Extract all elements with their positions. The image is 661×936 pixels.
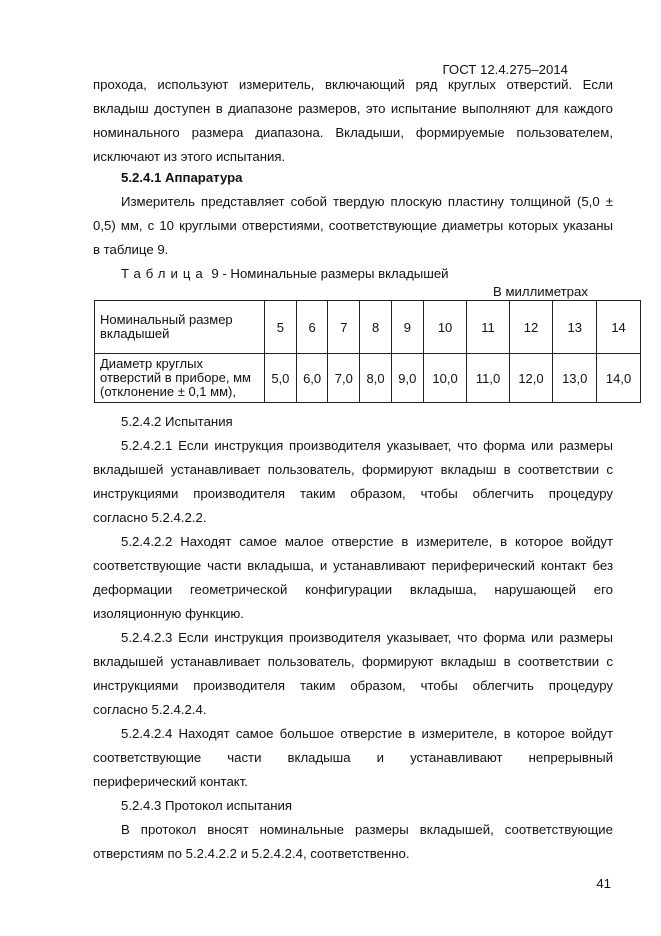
- text-line: согласно 5.2.4.2.4.: [93, 702, 207, 717]
- table-cell: 8: [360, 301, 392, 354]
- text-line: 5.2.4.2.3 Если инструкция производителя указывает, что форма или размеры: [121, 630, 613, 645]
- row-label: Номинальный размер вкладышей: [95, 301, 265, 354]
- table-caption: [93, 262, 613, 286]
- table-row: [95, 301, 641, 354]
- section-title: 5.2.4.2 Испытания: [121, 414, 233, 429]
- row-label-line: Диаметр круглых: [100, 356, 203, 371]
- table-cell: 12,0: [509, 354, 553, 403]
- table-caption-title: 9 - Номинальные размеры вкладышей: [207, 266, 449, 281]
- table-cell: 6: [296, 301, 328, 354]
- text-line: В протокол вносят номинальные размеры вкладышей, соответствующие: [121, 822, 613, 837]
- text-line: отверстиям по 5.2.4.2.2 и 5.2.4.2.4, соответственно.: [93, 846, 410, 861]
- table-cell: 9: [391, 301, 423, 354]
- text-line: 0,5) мм, с 10 круглыми отверстиями, соответствующие диаметры которых указаны: [93, 218, 613, 233]
- section-apparatus: [93, 166, 613, 286]
- text-line: исключают из этого испытания.: [93, 149, 286, 164]
- table-cell: 11: [467, 301, 509, 354]
- text-line: инструкциями производителя таким образом, чтобы облегчить процедуру: [93, 678, 613, 693]
- text-line: Измеритель представляет собой твердую плоскую пластину толщиной (5,0 ±: [121, 194, 613, 209]
- row-label-line: (отклонение ± 0,1 мм),: [100, 384, 236, 399]
- table-caption-word: Таблица: [121, 266, 208, 281]
- table-cell: 13: [553, 301, 597, 354]
- table-cell: 10: [423, 301, 467, 354]
- text-line: прохода, используют измеритель, включающий ряд круглых отверстий. Если: [93, 77, 613, 92]
- text-line: вкладышей устанавливает пользователь, формируют вкладыш в соответствии с: [93, 654, 613, 669]
- table-cell: 13,0: [553, 354, 597, 403]
- text-line: соответствующие части вкладыша и устанавливают непрерывный: [93, 750, 613, 765]
- table-cell: 7: [328, 301, 360, 354]
- text-line: в таблице 9.: [93, 242, 169, 257]
- table-cell: 12: [509, 301, 553, 354]
- page-number: 41: [596, 876, 611, 891]
- text-line: 5.2.4.2.4 Находят самое большое отверстие в измерителе, в которое войдут: [121, 726, 613, 741]
- text-line: деформации геометрической конфигурации вкладыша, нарушающей его: [93, 582, 613, 597]
- text-line: 5.2.4.2.1 Если инструкция производителя указывает, что форма или размеры: [121, 438, 613, 453]
- nominal-sizes-table: [94, 300, 641, 403]
- table-unit: В миллиметрах: [493, 284, 588, 299]
- text-line: инструкциями производителя таким образом, чтобы облегчить процедуру: [93, 486, 613, 501]
- row-label: [95, 354, 265, 403]
- section-title: 5.2.4.1 Аппаратура: [121, 170, 243, 185]
- text-line: изоляционную функцию.: [93, 606, 244, 621]
- paragraph-intro: [93, 73, 613, 169]
- text-line: вкладыш доступен в диапазоне размеров, это испытание выполняют для каждого: [93, 101, 613, 116]
- row-label-line: отверстий в приборе, мм: [100, 370, 251, 385]
- text-line: вкладышей устанавливает пользователь, формируют вкладыш в соответствии с: [93, 462, 613, 477]
- section-tests: [93, 410, 613, 866]
- text-line: номинального размера диапазона. Вкладыши, формируемые пользователем,: [93, 125, 613, 140]
- table-cell: 8,0: [360, 354, 392, 403]
- document-header: ГОСТ 12.4.275–2014: [442, 62, 568, 77]
- table-cell: 14,0: [597, 354, 641, 403]
- table-cell: 5,0: [265, 354, 297, 403]
- table-cell: 9,0: [391, 354, 423, 403]
- table-cell: 7,0: [328, 354, 360, 403]
- text-line: 5.2.4.2.2 Находят самое малое отверстие в измерителе, в которое войдут: [121, 534, 613, 549]
- table-cell: 6,0: [296, 354, 328, 403]
- table-cell: 11,0: [467, 354, 509, 403]
- text-line: периферический контакт.: [93, 774, 248, 789]
- table-cell: 10,0: [423, 354, 467, 403]
- table-row: [95, 354, 641, 403]
- text-line: соответствующие части вкладыша, и устанавливают периферический контакт без: [93, 558, 613, 573]
- table-cell: 5: [265, 301, 297, 354]
- table-cell: 14: [597, 301, 641, 354]
- text-line: согласно 5.2.4.2.2.: [93, 510, 207, 525]
- section-title: 5.2.4.3 Протокол испытания: [121, 798, 292, 813]
